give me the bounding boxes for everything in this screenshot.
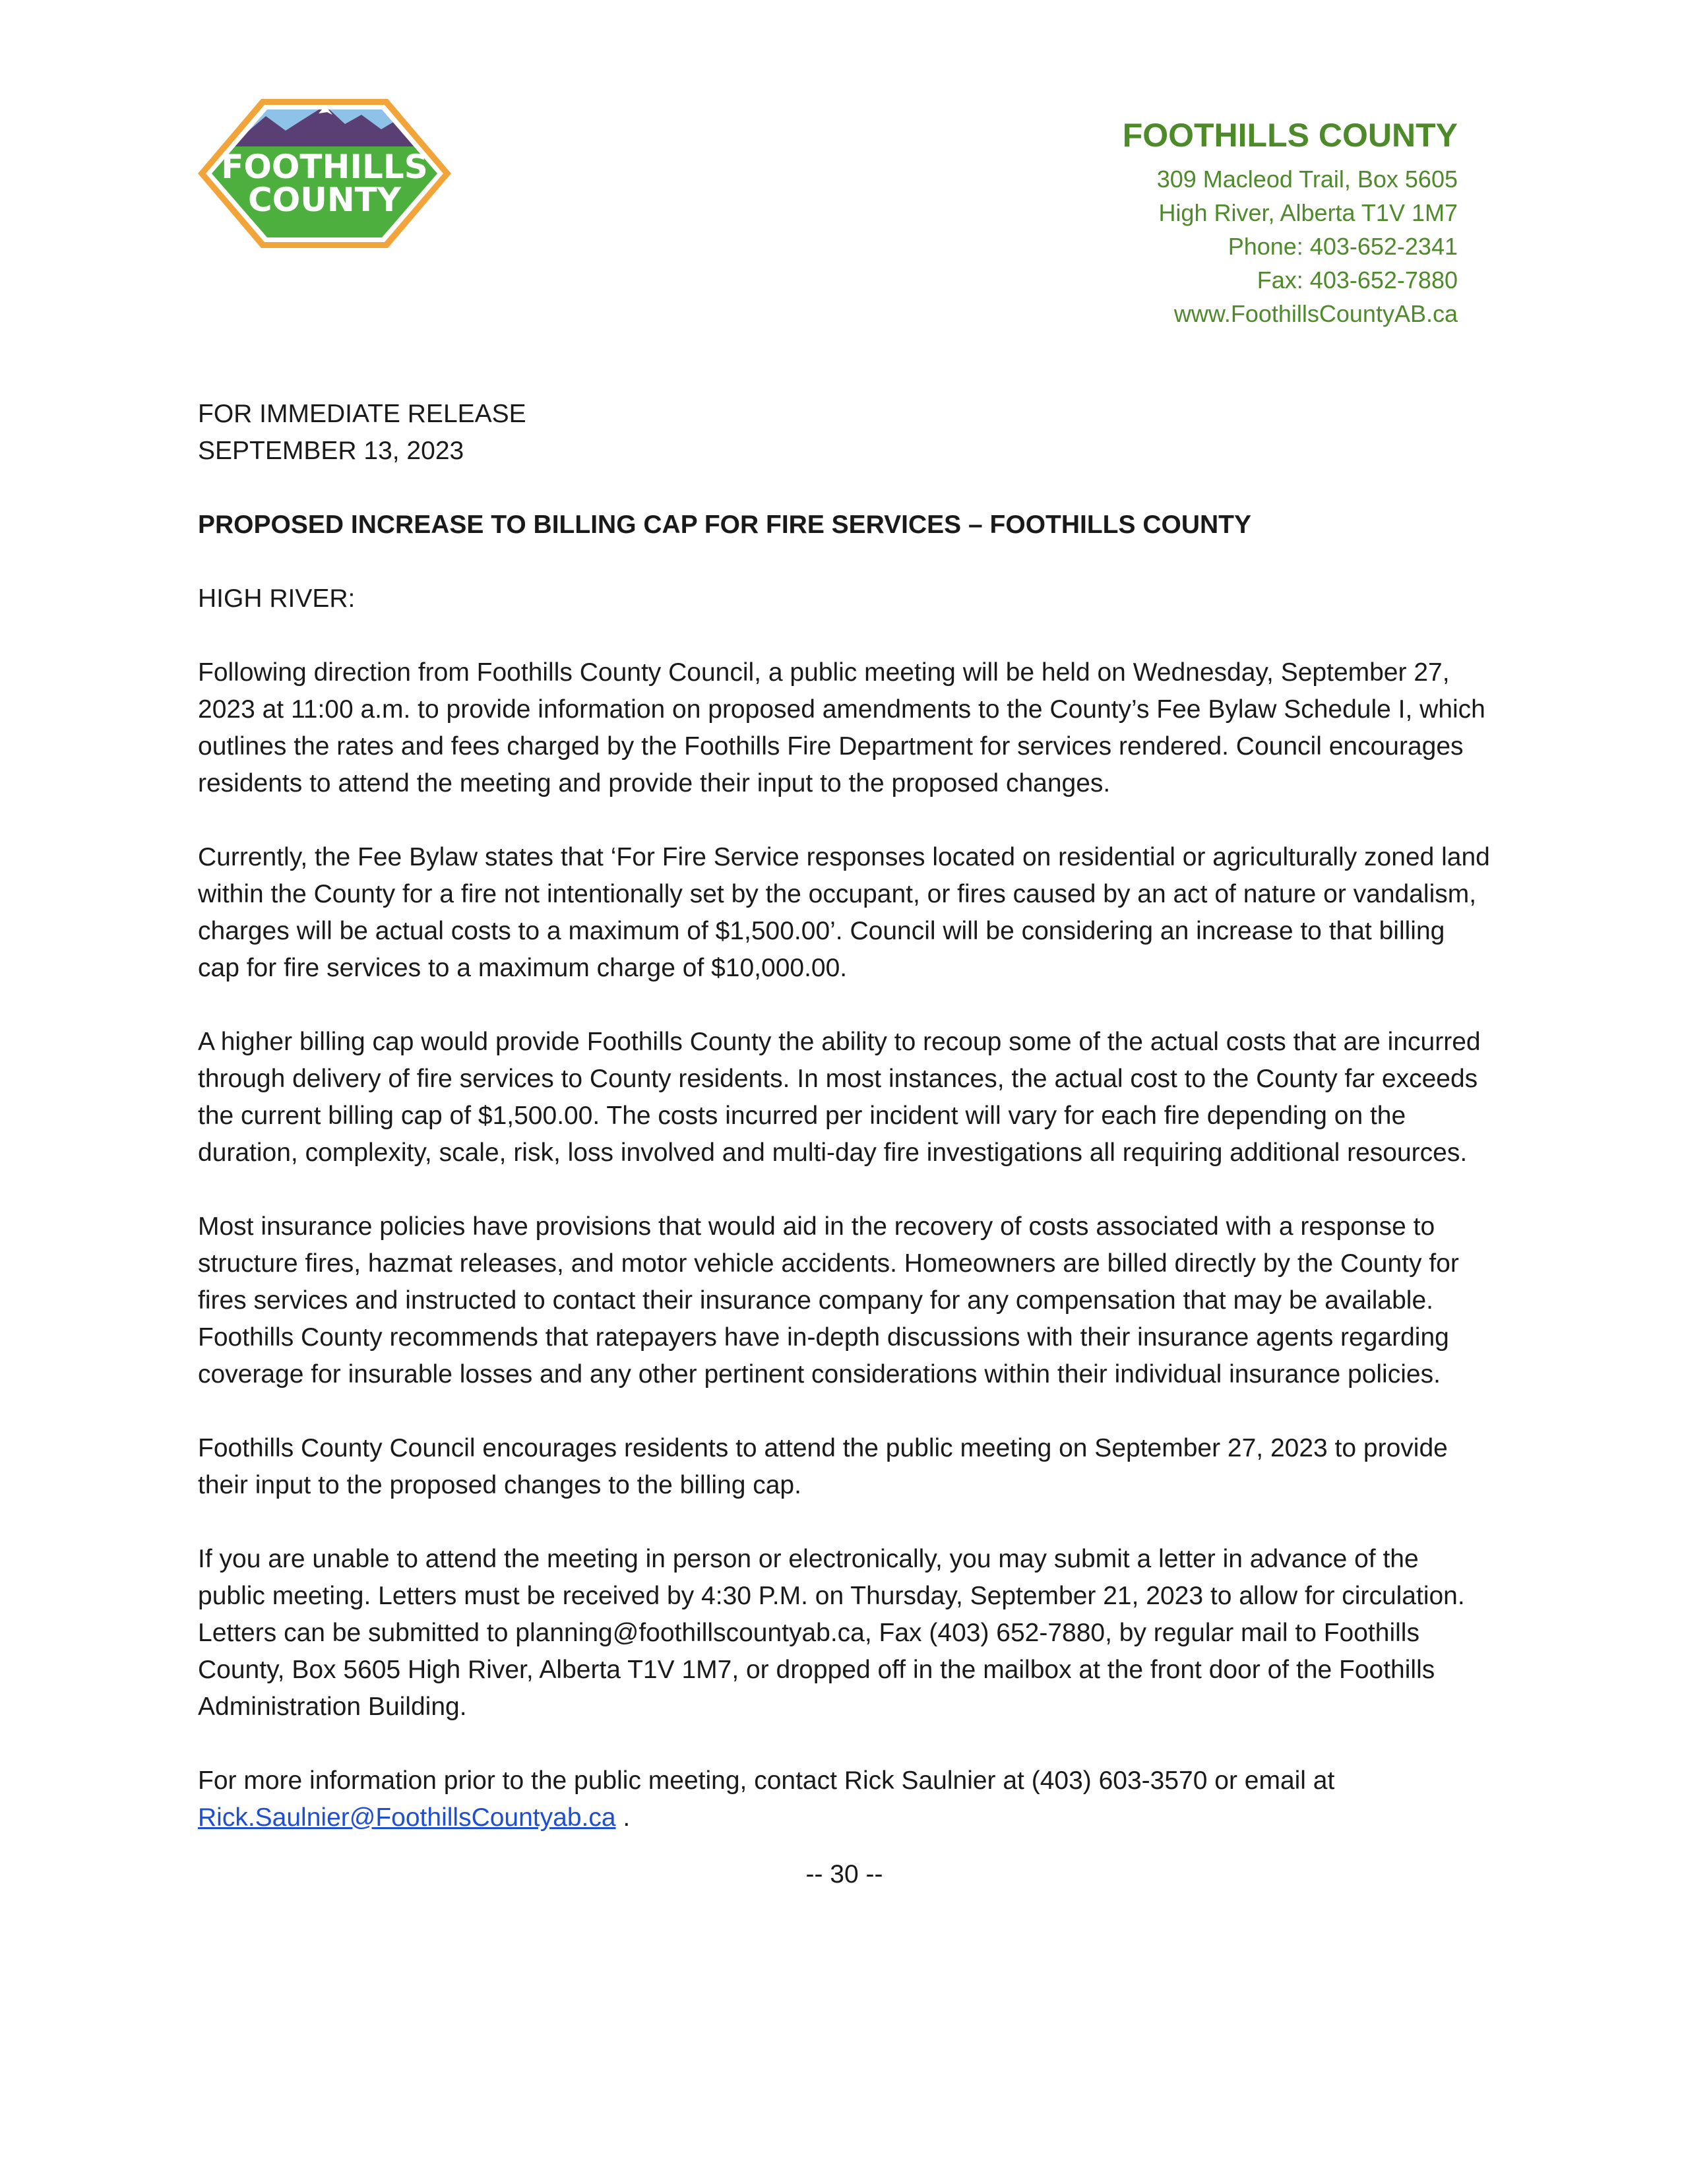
release-status: FOR IMMEDIATE RELEASE bbox=[198, 400, 526, 428]
letterhead bbox=[1123, 111, 1458, 330]
fax-number: Fax: 403-652-7880 bbox=[1257, 266, 1458, 294]
address-line-2: High River, Alberta T1V 1M7 bbox=[1158, 199, 1458, 226]
release-date: SEPTEMBER 13, 2023 bbox=[198, 437, 464, 465]
logo-text-foothills: FOOTHILLS bbox=[221, 148, 428, 186]
paragraph-meeting: Following direction from Foothills County Council, a public meeting will be held on Wednesday, September 27, 2023 at 11:00 a.m. to provide information on proposed amendments to the County’s Fee Bylaw Schedule I, which outlines the rates and fees charged by the Foothills Fire Department for services rendered. Council encourages residents to attend the meeting and provide their input to the proposed changes. bbox=[198, 658, 1485, 797]
contact-email-link[interactable]: Rick.Saulnier@FoothillsCountyab.ca bbox=[198, 1803, 616, 1832]
paragraph-contact bbox=[198, 1763, 1491, 1836]
foothills-county-logo bbox=[197, 98, 452, 249]
logo-text-county: COUNTY bbox=[248, 181, 401, 219]
website-link[interactable]: www.FoothillsCountyAB.ca bbox=[1173, 300, 1458, 327]
press-release-body bbox=[198, 396, 1491, 1930]
phone-number: Phone: 403-652-2341 bbox=[1228, 233, 1458, 260]
contact-trailing: . bbox=[615, 1803, 631, 1832]
paragraph-submissions: If you are unable to attend the meeting in person or electronically, you may submit a letter in advance of the public meeting. Letters must be received by 4:30 P.M. on Thursday, September 21, 2023 to allow for circulation. Letters can be submitted to planning@foothillscountyab.ca, Fax (403) 652-7880, by regular mail to Foothills County, Box 5605 High River, Alberta T1V 1M7, or dropped off in the mailbox at the front door of the Foothills Administration Building. bbox=[198, 1545, 1465, 1721]
paragraph-higher-cap: A higher billing cap would provide Foothills County the ability to recoup some of the actual costs that are incurred through delivery of fire services to County residents. In most instances, the actual cost to the County far exceeds the current billing cap of $1,500.00. The costs incurred per incident will vary for each fire depending on the duration, complexity, scale, risk, loss involved and multi-day fire investigations all requiring additional resources. bbox=[198, 1028, 1481, 1167]
address-line-1: 309 Macleod Trail, Box 5605 bbox=[1156, 166, 1458, 193]
paragraph-insurance: Most insurance policies have provisions that would aid in the recovery of costs associated with a response to structure fires, hazmat releases, and motor vehicle accidents. Homeowners are billed directly by the County for fires services and instructed to contact their insurance company for any compensation that may be available. Foothills County recommends that ratepayers have in-depth discussions with their insurance agents regarding coverage for insurable losses and any other pertinent considerations within their individual insurance policies. bbox=[198, 1212, 1459, 1388]
org-name: FOOTHILLS COUNTY bbox=[1122, 117, 1458, 154]
paragraph-encouragement: Foothills County Council encourages residents to attend the public meeting on September 27, 2023 to provide their input to the proposed changes to the billing cap. bbox=[198, 1434, 1448, 1499]
paragraph-current-bylaw: Currently, the Fee Bylaw states that ‘For Fire Service responses located on residential or agriculturally zoned land within the County for a fire not intentionally set by the occupant, or fires caused by an act of nature or vandalism, charges will be actual costs to a maximum of $1,500.00’. Council will be considering an increase to that billing cap for fire services to a maximum charge of $10,000.00. bbox=[198, 843, 1490, 982]
contact-text: For more information prior to the public meeting, contact Rick Saulnier at (403) 603-3570 or email at bbox=[198, 1766, 1335, 1795]
headline: PROPOSED INCREASE TO BILLING CAP FOR FIRE SERVICES – FOOTHILLS COUNTY bbox=[198, 511, 1252, 539]
end-mark: -- 30 -- bbox=[805, 1860, 883, 1888]
dateline: HIGH RIVER: bbox=[198, 584, 356, 613]
